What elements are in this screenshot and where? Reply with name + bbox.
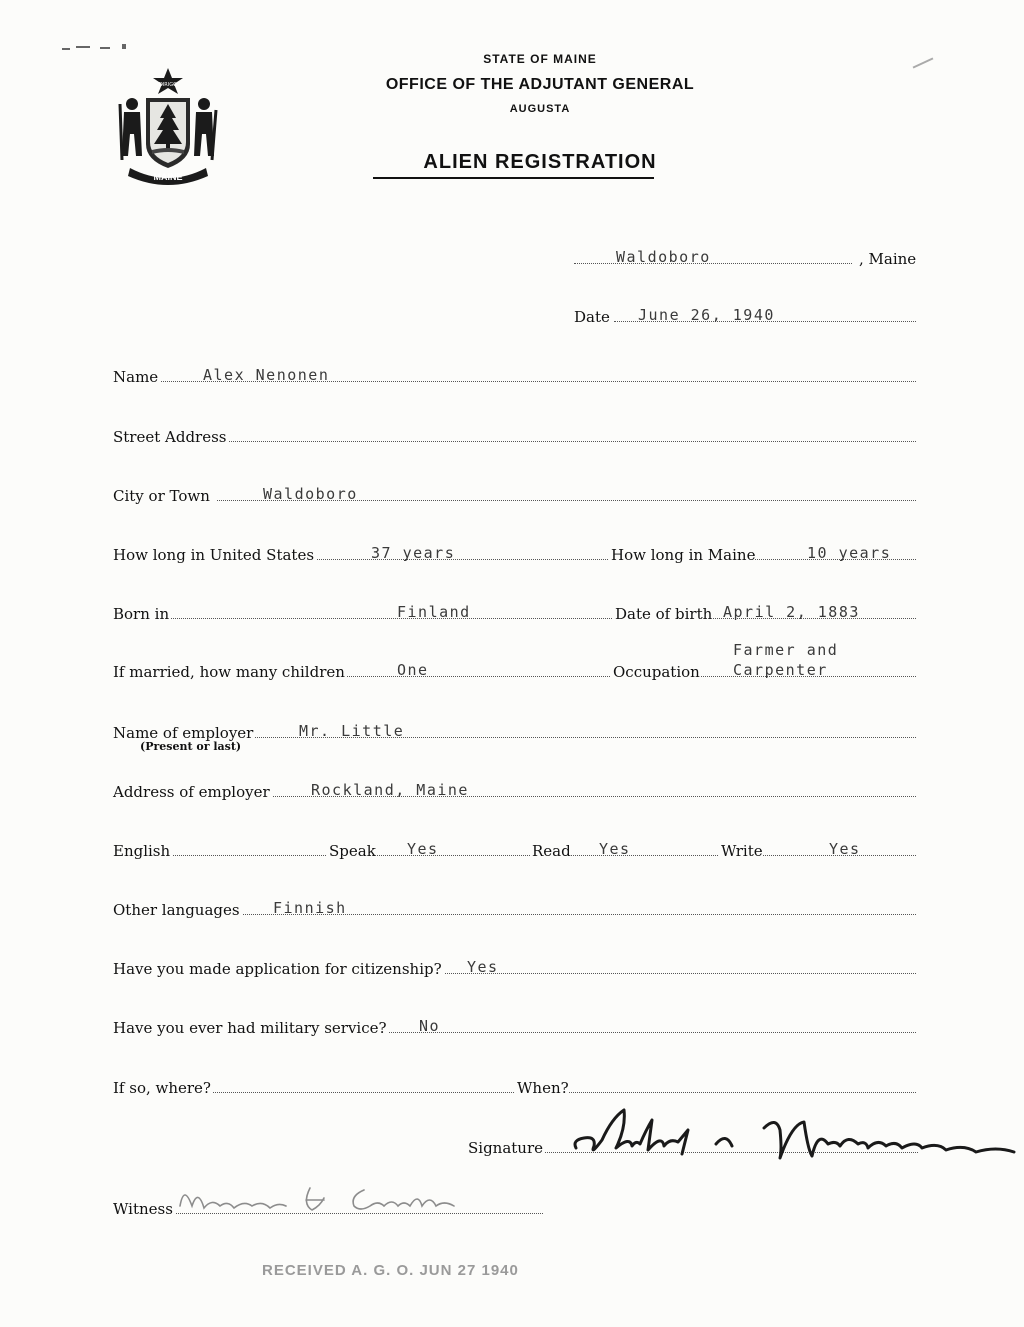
military-label: Have you ever had military service? [113, 1019, 387, 1037]
city-value[interactable]: Waldoboro [263, 485, 358, 503]
place-suffix: , Maine [859, 250, 917, 268]
citizenship-value[interactable]: Yes [467, 958, 499, 976]
witness-label: Witness [113, 1200, 173, 1218]
children-label: If married, how many children [113, 663, 345, 681]
employer-address-label: Address of employer [113, 783, 270, 801]
employer-label: Name of employer [113, 724, 254, 742]
seal-ribbon-text: MAINE [153, 172, 183, 182]
other-languages-row [113, 897, 916, 919]
header-office: OFFICE OF THE ADJUTANT GENERAL [385, 76, 695, 93]
witness-handwriting [174, 1176, 474, 1222]
how-long-us-label: How long in United States [113, 546, 315, 564]
name-value[interactable]: Alex Nenonen [203, 366, 330, 384]
where-when-row [113, 1075, 916, 1097]
children-value[interactable]: One [397, 661, 429, 679]
write-value[interactable]: Yes [829, 840, 861, 858]
dotted-line [435, 973, 916, 974]
header-city: AUGUSTA [509, 103, 571, 115]
citizenship-label: Have you made application for citizenship? [113, 960, 442, 978]
read-value[interactable]: Yes [599, 840, 631, 858]
signature-label: Signature [468, 1139, 544, 1157]
birth-row [113, 601, 916, 623]
street-address-label: Street Address [113, 428, 227, 446]
employer-address-value[interactable]: Rockland, Maine [311, 781, 469, 799]
born-in-value[interactable]: Finland [397, 603, 471, 621]
when-label: When? [517, 1079, 569, 1097]
name-row [113, 364, 916, 386]
date-of-birth-label: Date of birth [615, 605, 713, 623]
employer-value[interactable]: Mr. Little [299, 722, 405, 740]
employer-sublabel: (Present or last) [140, 740, 242, 753]
seal-star-text: DIRIGO [158, 82, 178, 88]
write-label: Write [721, 842, 763, 860]
date-row [574, 304, 916, 326]
military-row [113, 1015, 916, 1037]
date-label: Date [574, 308, 610, 326]
place-row [574, 246, 916, 268]
children-occupation-row [113, 641, 916, 681]
scan-mark [76, 46, 90, 48]
employer-address-row [113, 779, 916, 801]
born-in-label: Born in [113, 605, 170, 623]
how-long-maine-value[interactable]: 10 years [807, 544, 892, 562]
occupation-value-line1[interactable]: Farmer and [733, 641, 839, 659]
speak-label: Speak [329, 842, 376, 860]
employer-row [113, 720, 916, 753]
city-row [113, 483, 916, 505]
signature-handwriting [566, 1100, 1022, 1180]
where-label: If so, where? [113, 1079, 211, 1097]
how-long-us-value[interactable]: 37 years [371, 544, 456, 562]
other-languages-value[interactable]: Finnish [273, 899, 347, 917]
english-label: English [113, 842, 171, 860]
page-title: ALIEN REGISTRATION [423, 151, 657, 173]
dotted-line [375, 1032, 916, 1033]
military-value[interactable]: No [419, 1017, 441, 1035]
header-state: STATE OF MAINE [483, 52, 597, 66]
speak-value[interactable]: Yes [407, 840, 439, 858]
place-value[interactable]: Waldoboro [616, 248, 711, 266]
scan-mark [913, 57, 934, 68]
other-languages-label: Other languages [113, 901, 240, 919]
name-label: Name [113, 368, 159, 386]
duration-row [113, 542, 916, 564]
occupation-value-line2[interactable]: Carpenter [733, 661, 828, 679]
citizenship-row [113, 956, 916, 978]
title-underline [373, 177, 654, 179]
read-label: Read [532, 842, 571, 860]
date-value[interactable]: June 26, 1940 [638, 306, 775, 324]
date-of-birth-value[interactable]: April 2, 1883 [723, 603, 860, 621]
scan-mark [122, 44, 126, 49]
english-row [113, 838, 916, 860]
scan-mark [62, 48, 70, 50]
how-long-maine-label: How long in Maine [611, 546, 756, 564]
occupation-label: Occupation [613, 663, 700, 681]
received-stamp: RECEIVED A. G. O. JUN 27 1940 [262, 1262, 519, 1279]
scan-mark [100, 47, 110, 49]
maine-state-seal [112, 64, 224, 188]
city-label: City or Town [113, 487, 210, 505]
dotted-line [221, 441, 916, 442]
street-address-row [113, 424, 916, 446]
